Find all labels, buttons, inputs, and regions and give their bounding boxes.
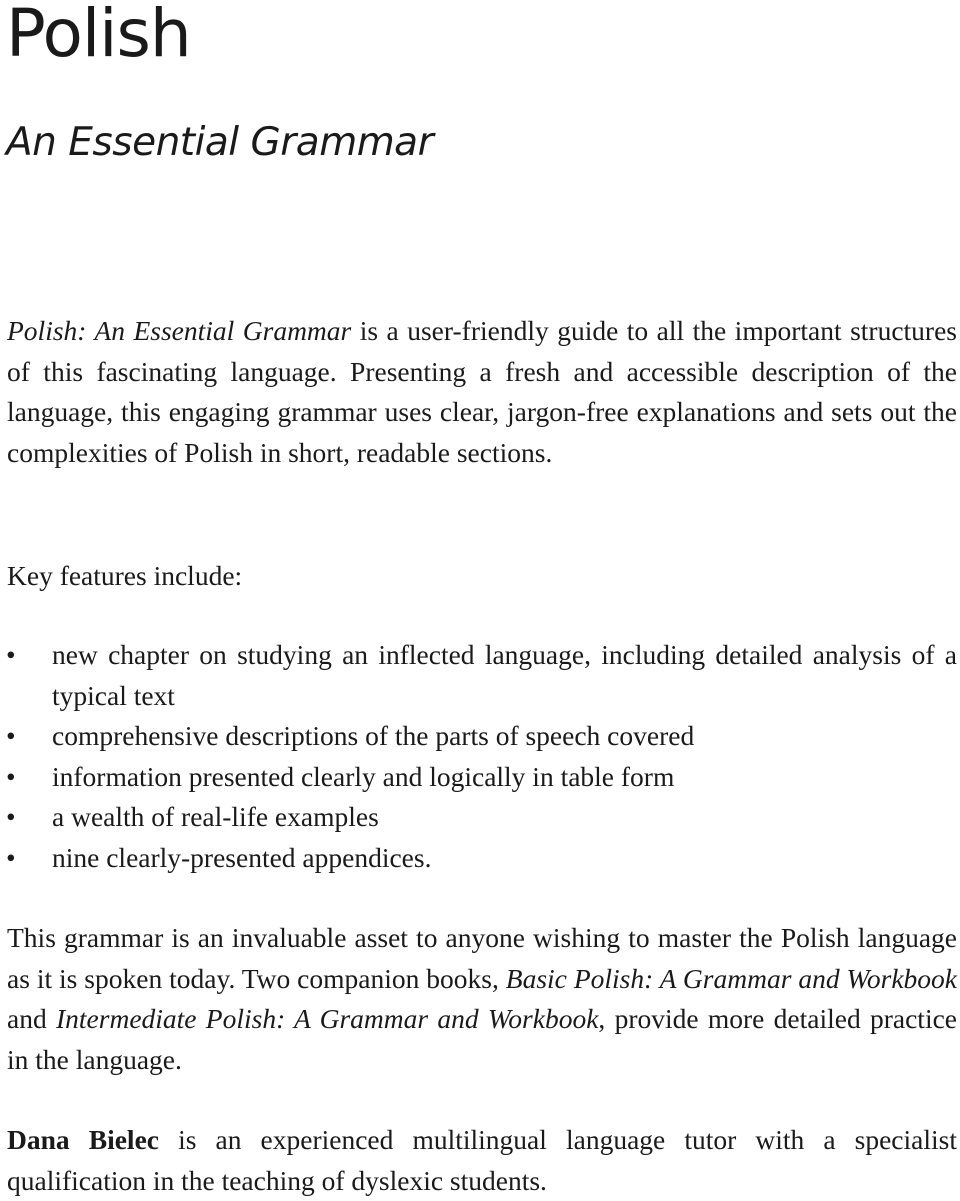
author-bio: is an experienced multilingual language tutor with a specialist qualification in the teaching of dyslexic students. bbox=[7, 1124, 957, 1196]
features-list bbox=[0, 635, 960, 878]
companion-book-title: Intermediate Polish: A Grammar and Workbook bbox=[56, 1003, 599, 1034]
book-title: Polish bbox=[6, 0, 191, 72]
description-text: is a user-friendly guide to all the important structures of this fascinating language. Presenting a fresh and accessible description of the language, this engaging grammar uses clear, jargon-free explanations and sets out the complexities of Polish in short, readable sections. bbox=[7, 315, 957, 468]
author-name: Dana Bielec bbox=[7, 1124, 159, 1155]
description-paragraph bbox=[7, 311, 957, 473]
feature-text: nine clearly-presented appendices. bbox=[52, 841, 432, 873]
list-item bbox=[0, 716, 957, 757]
bullet-icon: • bbox=[6, 760, 16, 792]
bullet-icon: • bbox=[6, 801, 16, 832]
feature-text: a wealth of real-life examples bbox=[52, 801, 379, 832]
features-heading: Key features include: bbox=[7, 560, 243, 591]
paragraph-text: , provide more detailed practice in the language. bbox=[7, 1003, 957, 1075]
paragraph-text: This grammar is an invaluable asset to anyone wishing to master the Polish language as it is spoken today. Two companion books, bbox=[7, 922, 957, 994]
list-item bbox=[0, 757, 957, 798]
companion-book-title: Basic Polish: A Grammar and Workbook bbox=[505, 962, 957, 994]
companion-books-paragraph bbox=[7, 918, 957, 1080]
author-paragraph bbox=[7, 1120, 957, 1201]
bullet-icon: • bbox=[6, 841, 16, 873]
bullet-icon: • bbox=[6, 720, 16, 751]
feature-text: information presented clearly and logically in table form bbox=[52, 760, 675, 792]
list-item bbox=[0, 635, 957, 716]
paragraph-text: and bbox=[7, 1003, 56, 1034]
book-title-reference: Polish: An Essential Grammar bbox=[7, 315, 352, 346]
feature-text: new chapter on studying an inflected language, including detailed analysis of a typical text bbox=[52, 639, 957, 711]
book-subtitle: An Essential Grammar bbox=[6, 120, 434, 165]
feature-text: comprehensive descriptions of the parts of speech covered bbox=[52, 720, 695, 751]
bullet-icon: • bbox=[6, 639, 16, 670]
list-item bbox=[0, 797, 957, 838]
list-item bbox=[0, 838, 957, 879]
